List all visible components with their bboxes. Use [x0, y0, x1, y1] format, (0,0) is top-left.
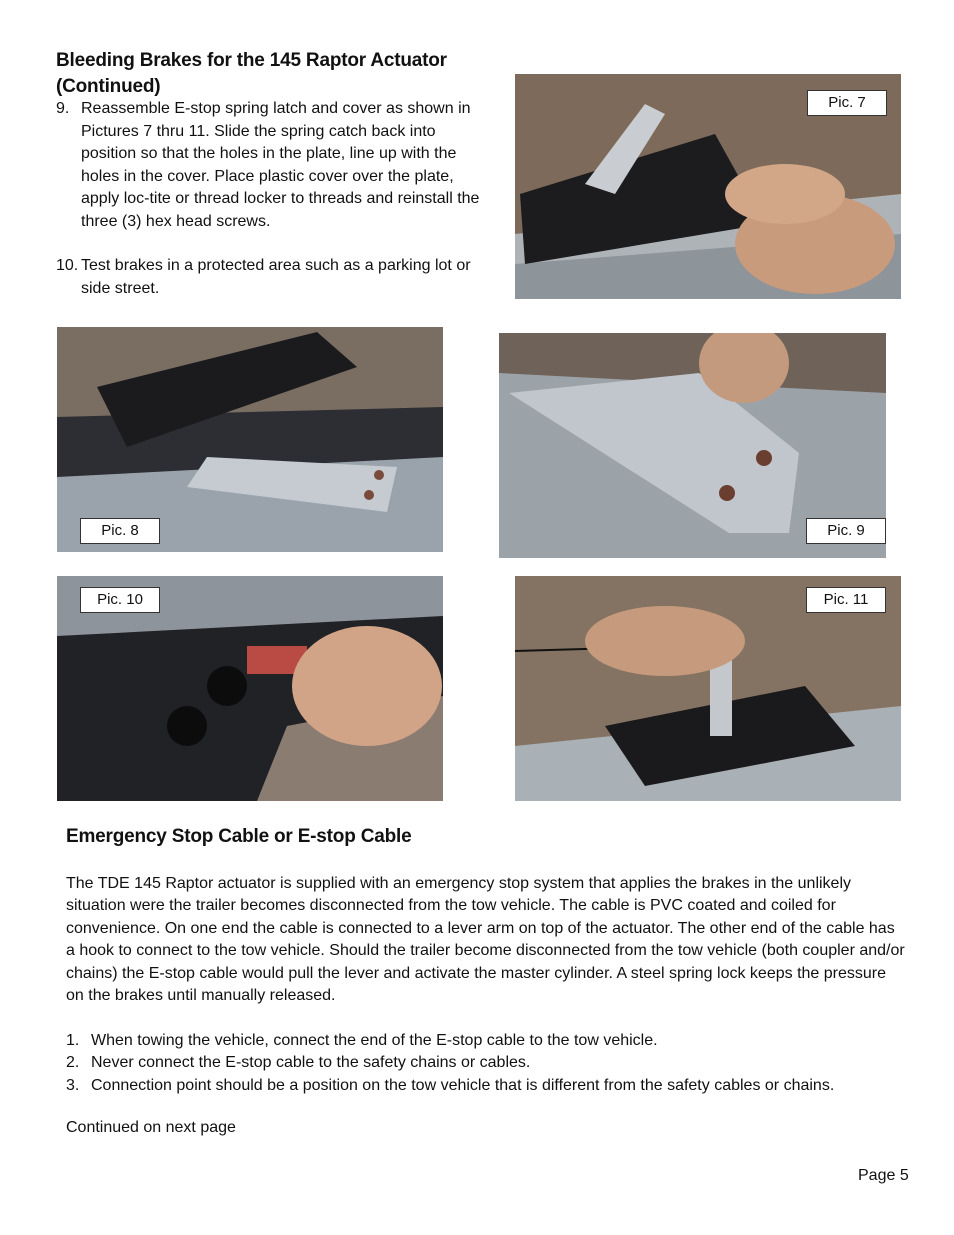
- estop-paragraph: The TDE 145 Raptor actuator is supplied with an emergency stop system that applies the brakes in the unlikely situation were the trailer becomes disconnected from the tow vehicle. The cable is PVC coated and coiled for convenience. On one end the cable is connected to a lever arm on top of the actuator. The other end of the cable has a hook to connect to the tow vehicle. Should the trailer become disconnected from the tow vehicle (both coupler and/or chains) the E-stop cable would pull the lever and activate the master cylinder. A steel spring lock keeps the pressure on the brakes until manually released.: [66, 875, 905, 1005]
- pic-11-label: Pic. 11: [806, 587, 886, 613]
- photo-pic-11: [515, 576, 901, 801]
- pic-10-label: Pic. 10: [80, 587, 160, 613]
- steps-list: [56, 98, 486, 300]
- photo-pic-8: [57, 327, 443, 552]
- pic-9-label: Pic. 9: [806, 518, 886, 544]
- list-item: 1. When towing the vehicle, connect the end of the E-stop cable to the tow vehicle.: [66, 1032, 658, 1049]
- page-number: Page 5: [858, 1167, 909, 1184]
- list-item: 2. Never connect the E-stop cable to the safety chains or cables.: [66, 1054, 531, 1072]
- pic-7-label: Pic. 7: [807, 90, 887, 116]
- page-title: Bleeding Brakes for the 145 Raptor Actuator (Continued): [56, 50, 447, 97]
- continued-note: Continued on next page: [66, 1119, 236, 1136]
- photo-pic-9: [499, 333, 886, 558]
- pic-8-label: Pic. 8: [80, 518, 160, 544]
- step-item-10: 10. Test brakes in a protected area such as a parking lot or side street.: [56, 257, 471, 297]
- estop-heading: Emergency Stop Cable or E-stop Cable: [66, 826, 412, 847]
- estop-list: [66, 1030, 906, 1097]
- photo-pic-7: [515, 74, 901, 299]
- step-item-9: 9. Reassemble E-stop spring latch and cover as shown in Pictures 7 thru 11. Slide the spring catch back into position so that the holes in the plate, line up with the holes in the cover. Place plastic cover over the plate, apply loc-tite or thread locker to threads and reinstall the three (3) hex head screws.: [56, 100, 480, 230]
- photo-pic-10: [57, 576, 443, 801]
- list-item: 3. Connection point should be a position on the tow vehicle that is different from the safety cables or chains.: [66, 1076, 835, 1094]
